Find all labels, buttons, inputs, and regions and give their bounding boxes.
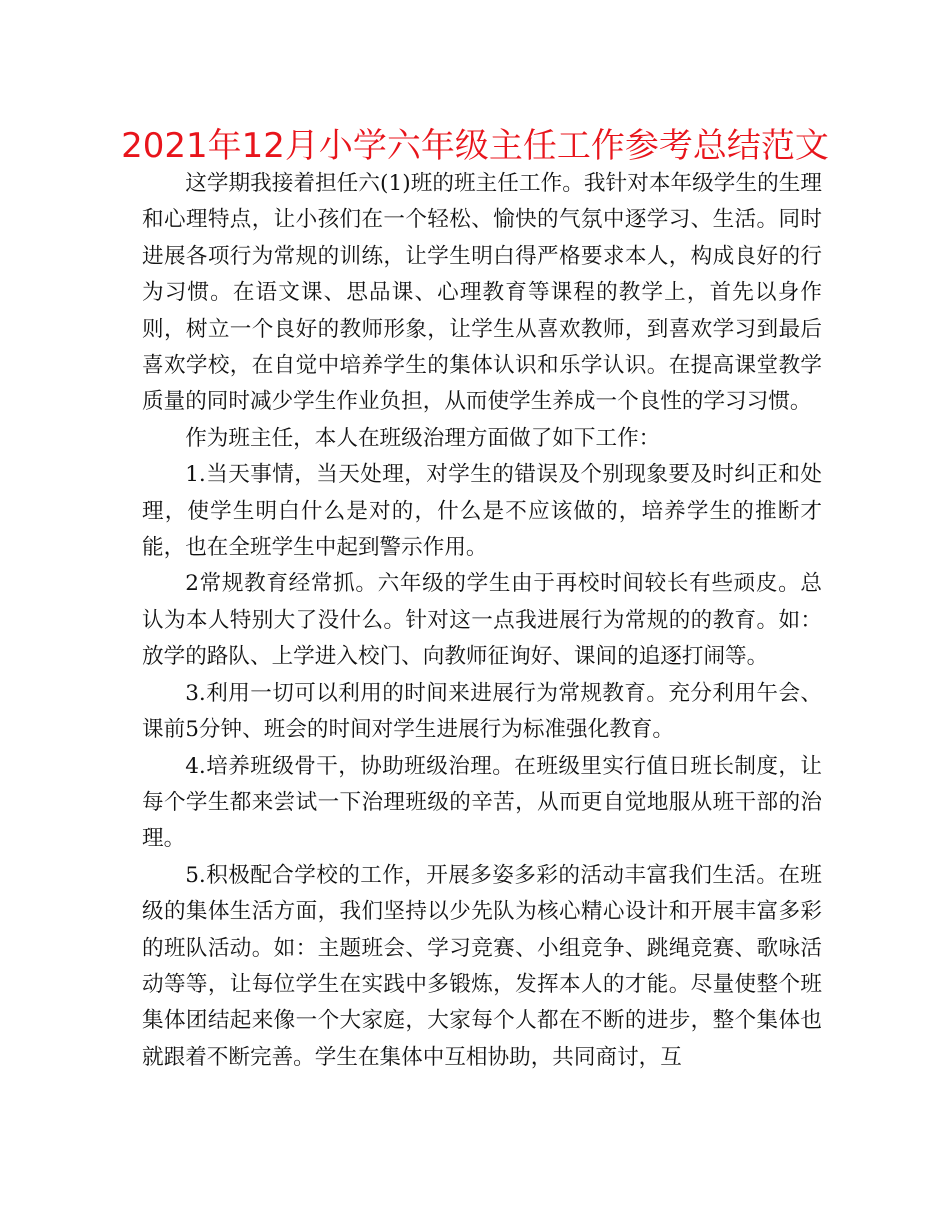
document-title: 2021年12月小学六年级主任工作参考总结范文	[121, 126, 829, 166]
paragraph-item-3: 3.利用一切可以利用的时间来进展行为常规教育。充分利用午会、课前5分钟、班会的时间对学生进展行为标准强化教育。	[142, 680, 822, 743]
paragraph-item-2: 2常规教育经常抓。六年级的学生由于再校时间较长有些顽皮。总认为本人特别大了没什么。针对这一点我进展行为常规的的教育。如：放学的路队、上学进入校门、向教师征询好、课间的追逐打闹等。	[142, 571, 822, 670]
paragraph-work-summary: 作为班主任，本人在班级治理方面做了如下工作：	[185, 425, 661, 451]
paragraph-intro: 这学期我接着担任六(1)班的班主任工作。我针对本年级学生的生理和心理特点，让小孩们在一个轻松、愉快的气氛中逐学习、生活。同时进展各项行为常规的训练，让学生明白得严格要求本人，构成良好的行为习惯。在语文课、思品课、心理教育等课程的教学上，首先以身作则，树立一个良好的教师形象，让学生从喜欢教师，到喜欢学习到最后喜欢学校，在自觉中培养学生的集体认识和乐学认识。在提高课堂教学质量的同时减少学生作业负担，从而使学生养成一个良性的学习习惯。	[142, 171, 822, 415]
paragraph-item-1: 1.当天事情，当天处理，对学生的错误及个别现象要及时纠正和处理，使学生明白什么是对的，什么是不应该做的，培养学生的推断才能，也在全班学生中起到警示作用。	[142, 462, 822, 561]
paragraph-item-4: 4.培养班级骨干，协助班级治理。在班级里实行值日班长制度，让每个学生都来尝试一下治理班级的辛苦，从而更自觉地服从班干部的治理。	[142, 753, 822, 852]
document-body	[142, 166, 822, 1076]
paragraph-item-5: 5.积极配合学校的工作，开展多姿多彩的活动丰富我们生活。在班级的集体生活方面，我们坚持以少先队为核心精心设计和开展丰富多彩的班队活动。如：主题班会、学习竞赛、小组竞争、跳绳竞赛、歌咏活动等等，让每位学生在实践中多锻炼，发挥本人的才能。尽量使整个班集体团结起来像一个大家庭，大家每个人都在不断的进步，整个集体也就跟着不断完善。学生在集体中互相协助，共同商讨，互	[142, 862, 822, 1070]
